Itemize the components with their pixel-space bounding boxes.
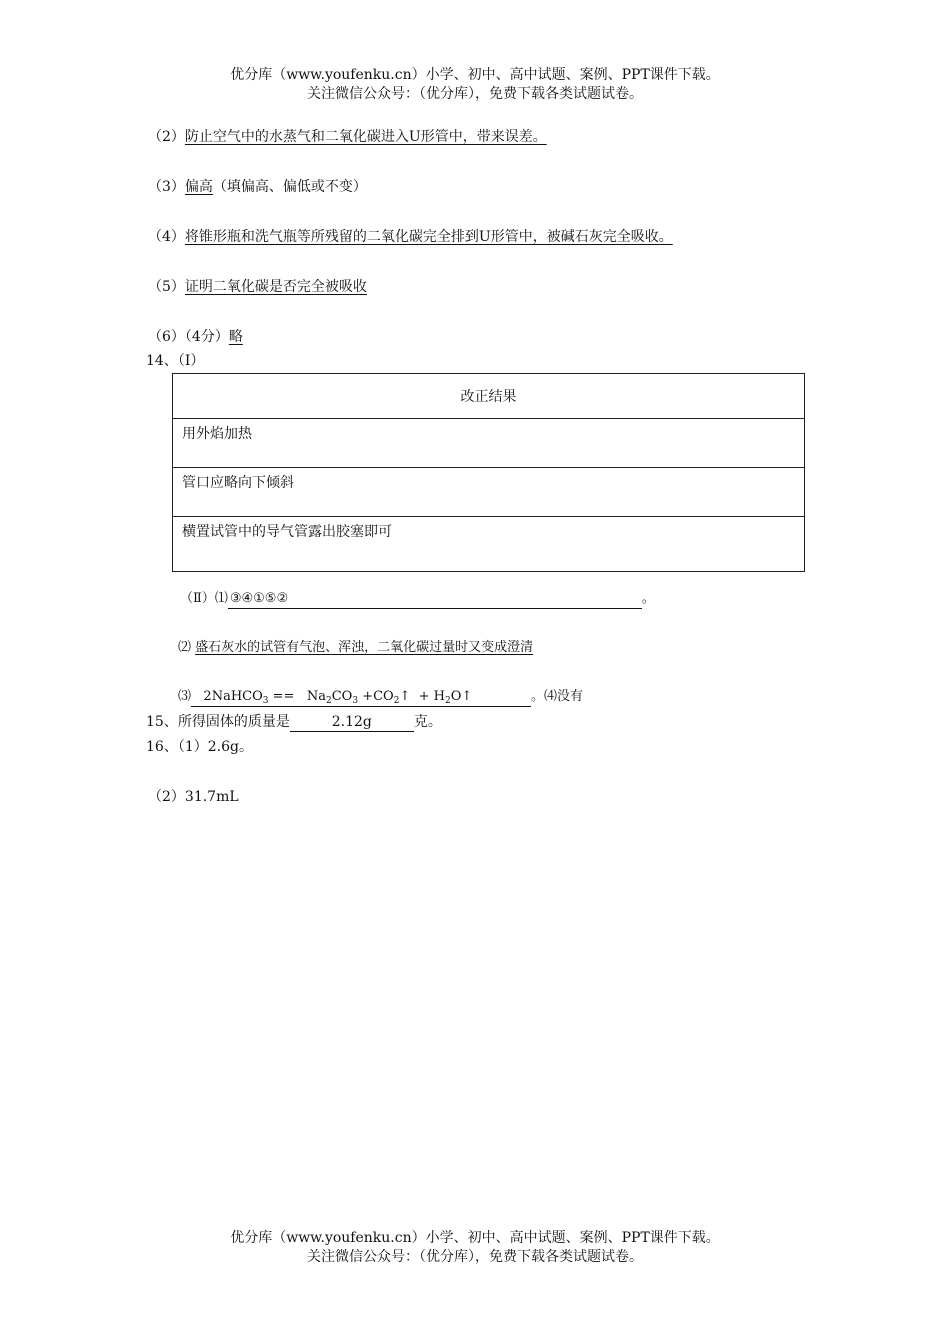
page-footer <box>0 1229 950 1267</box>
q13-answer-5-text: 证明二氧化碳是否完全被吸收 <box>184 279 367 295</box>
footer-line-1: 优分库（www.youfenku.cn）小学、初中、高中试题、案例、PPT课件下载。 <box>230 1230 720 1246</box>
q15-prefix: 15、所得固体的质量是 <box>146 714 290 730</box>
q14-item3-end: 。 <box>531 689 545 704</box>
gas-arrow-icon: ↑ <box>399 689 411 704</box>
q14-part2-item2 <box>178 638 533 658</box>
q13-answer-2 <box>148 127 547 147</box>
q13-answer-5 <box>148 277 367 297</box>
q13-answer-3 <box>148 177 367 197</box>
q16-part1: 16、（1）2.6g。 <box>146 739 253 755</box>
eq-reactant-sub: 3 <box>262 696 269 706</box>
q14-label: 14、（Ⅰ） <box>146 353 205 369</box>
q15-answer: 2.12g <box>290 713 414 732</box>
page-header <box>0 66 950 104</box>
header-line-2: 关注微信公众号：（优分库），免费下载各类试题试卷。 <box>307 86 643 102</box>
q14-item3-label: ⑶ <box>178 689 192 704</box>
q13-answer-4-text: 将锥形瓶和洗气瓶等所残留的二氧化碳完全排到U形管中，被碱石灰完全吸收。 <box>184 229 673 245</box>
q13-answer-6 <box>148 327 243 347</box>
correction-table-row: 管口应略向下倾斜 <box>173 468 805 517</box>
eq-product-2: +CO <box>362 689 394 704</box>
header-line-1: 优分库（www.youfenku.cn）小学、初中、高中试题、案例、PPT课件下载。 <box>230 67 720 83</box>
q13-answer-3-number: （3） <box>148 179 185 195</box>
eq-product-1b-sub: 3 <box>352 696 359 706</box>
chemical-equation <box>191 688 531 707</box>
eq-product-1b: CO <box>331 689 353 704</box>
q15-line <box>146 712 442 732</box>
eq-sign: == <box>272 689 295 704</box>
q13-answer-2-text: 防止空气中的水蒸气和二氧化碳进入U形管中，带来误差。 <box>184 129 547 145</box>
q13-answer-4-number: （4） <box>148 229 185 245</box>
q13-answer-5-number: （5） <box>148 279 185 295</box>
q13-answer-3-answer: 偏高 <box>184 179 213 195</box>
eq-product-3b: O <box>450 689 462 704</box>
q14-part2-item3 <box>178 687 583 707</box>
q15-suffix: 克。 <box>413 714 442 730</box>
q16-part2: （2）31.7mL <box>148 789 239 805</box>
correction-table-header: 改正结果 <box>173 374 805 419</box>
correction-table-row: 横置试管中的导气管露出胶塞即可 <box>173 517 805 572</box>
correction-table <box>172 373 805 572</box>
q14-part2-end: 。 <box>641 591 655 606</box>
eq-product-3-sub: 2 <box>445 696 451 706</box>
q13-answer-6-number: （6）（4分） <box>148 329 229 345</box>
q14-part2-item1 <box>180 589 655 609</box>
q14-item2-label: ⑵ <box>178 640 192 655</box>
gas-arrow-icon: ↑ <box>461 689 473 704</box>
q13-answer-4 <box>148 227 673 247</box>
eq-product-3: H <box>433 689 445 704</box>
q13-answer-6-text: 略 <box>228 329 243 345</box>
q13-answer-3-hint: （填偏高、偏低或不变） <box>212 179 367 195</box>
q14-part2-answer: ③④①⑤② <box>228 590 642 609</box>
eq-plus: + <box>418 689 430 704</box>
q14-item4-label: ⑷ <box>544 689 558 704</box>
q14-item2-text: 盛石灰水的试管有气泡、浑浊，二氧化碳过量时又变成澄清 <box>195 640 534 655</box>
q13-answer-2-number: （2） <box>148 129 185 145</box>
correction-table-row: 用外焰加热 <box>173 419 805 468</box>
eq-product-1: Na <box>306 689 326 704</box>
eq-product-2-sub: 2 <box>393 696 400 706</box>
footer-line-2: 关注微信公众号：（优分库），免费下载各类试题试卷。 <box>307 1249 643 1265</box>
eq-product-1-sub: 2 <box>325 696 332 706</box>
eq-reactant: 2NaHCO <box>203 689 263 704</box>
q14-part2-label: （Ⅱ）⑴ <box>180 591 228 606</box>
q14-item4-text: 没有 <box>557 689 584 704</box>
